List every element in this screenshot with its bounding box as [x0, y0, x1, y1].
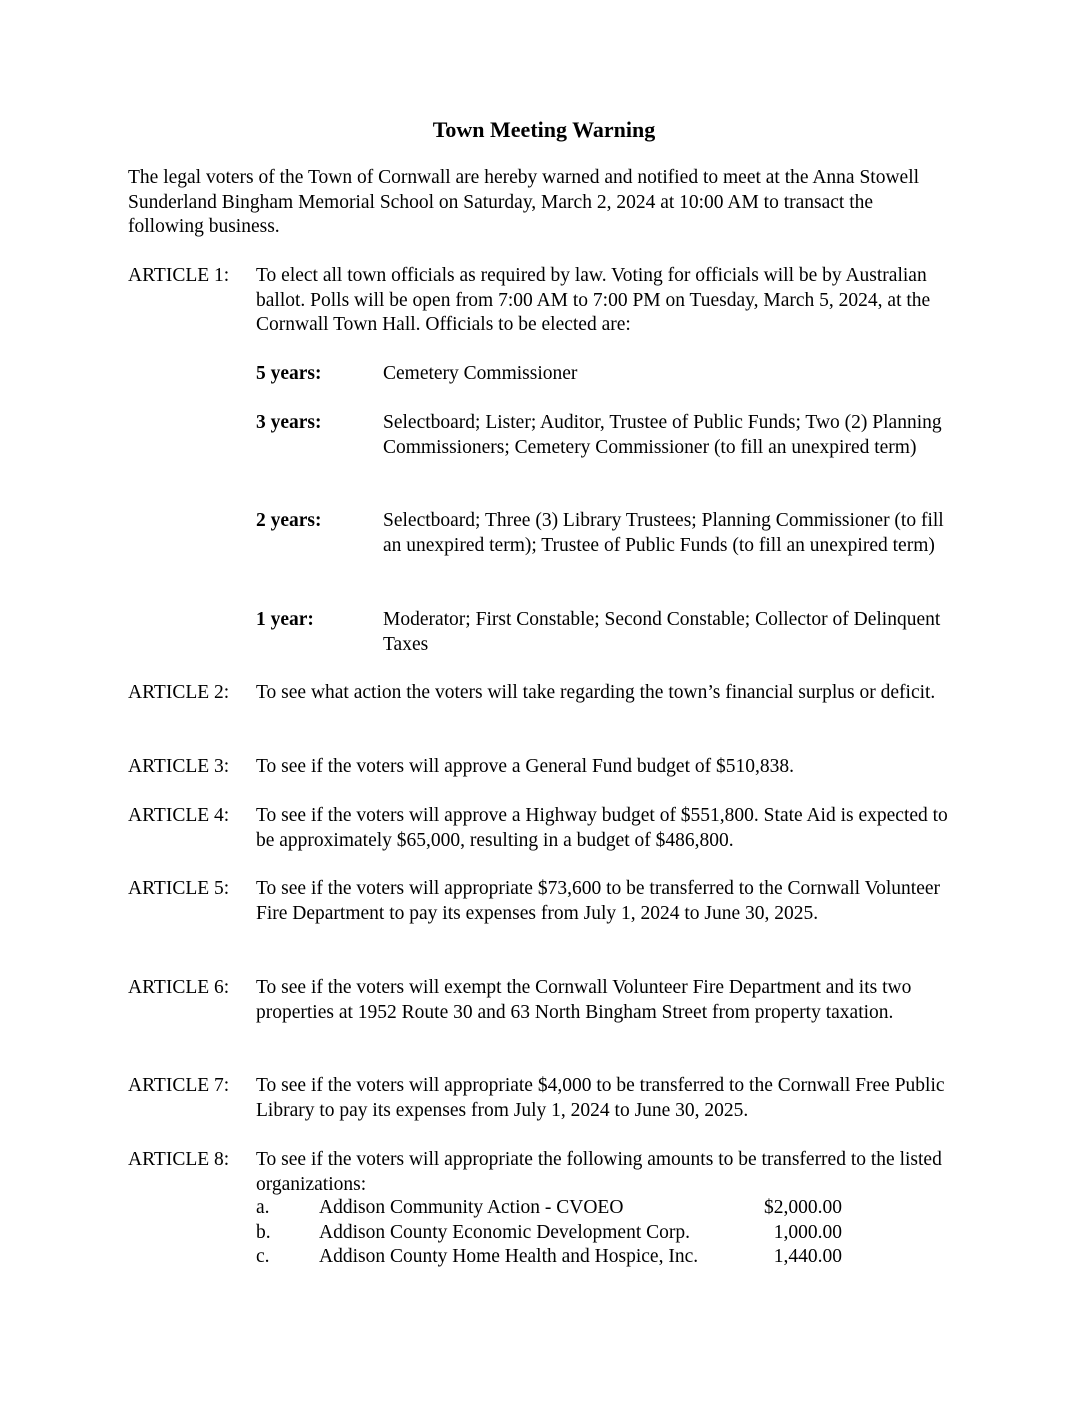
article-label: ARTICLE 4: — [128, 805, 230, 826]
organization-amount: 1,000.00 — [773, 1221, 842, 1243]
term-1-year — [256, 608, 976, 657]
article-text: To see if the voters will appropriate the following amounts to be transferred to the listed organizations: — [256, 1149, 942, 1195]
term-label: 1 year: — [256, 609, 314, 630]
item-letter: b. — [256, 1221, 271, 1243]
article-label: ARTICLE 2: — [128, 682, 230, 703]
article-2 — [128, 681, 968, 706]
term-offices: Moderator; First Constable; Second Constable; Collector of Delinquent Taxes — [383, 609, 941, 655]
article-label: ARTICLE 1: — [128, 265, 230, 286]
organization-amount: $2,000.00 — [764, 1197, 842, 1218]
term-2-years — [256, 509, 976, 558]
article-6 — [128, 976, 968, 1025]
article-8 — [128, 1148, 968, 1197]
article-label: ARTICLE 8: — [128, 1149, 230, 1170]
article-text: To elect all town officials as required by law. Voting for officials will be by Australian ballot. Polls will be open from 7:00 AM to 7:00 PM on Tuesday, March 5, 2024, at the Cornwall Town Hall. Officials to be elected are: — [256, 265, 931, 335]
term-offices: Selectboard; Lister; Auditor, Trustee of Public Funds; Two (2) Planning Commissioners; Cemetery Commissioner (to fill an unexpired term) — [383, 412, 942, 458]
article-text: To see if the voters will approve a Highway budget of $551,800. State Aid is expected to be approximately $65,000, resulting in a budget of $486,800. — [256, 805, 948, 851]
article-4 — [128, 804, 968, 853]
list-item — [256, 1245, 856, 1270]
term-offices: Selectboard; Three (3) Library Trustees; Planning Commissioner (to fill an unexpired term); Trustee of Public Funds (to fill an unexpired term) — [383, 510, 944, 556]
article-label: ARTICLE 5: — [128, 878, 230, 899]
article-5 — [128, 877, 968, 926]
list-item — [256, 1221, 856, 1246]
article-text: To see if the voters will appropriate $4,000 to be transferred to the Cornwall Free Public Library to pay its expenses from July 1, 2024 to June 30, 2025. — [256, 1075, 945, 1121]
article-7 — [128, 1074, 968, 1123]
intro-paragraph: The legal voters of the Town of Cornwall are hereby warned and notified to meet at the Anna Stowell Sunderland Bingham Memorial School on Saturday, March 2, 2024 at 10:00 AM to transact the following business. — [128, 167, 920, 237]
term-3-years — [256, 411, 976, 460]
article-text: To see if the voters will approve a General Fund budget of $510,838. — [256, 756, 795, 777]
article-text: To see what action the voters will take regarding the town’s financial surplus or deficit. — [256, 682, 936, 703]
term-label: 2 years: — [256, 510, 322, 531]
organization-list — [256, 1196, 856, 1270]
document-title: Town Meeting Warning — [432, 117, 656, 142]
article-1 — [128, 264, 968, 338]
article-label: ARTICLE 7: — [128, 1075, 230, 1096]
article-text: To see if the voters will appropriate $73,600 to be transferred to the Cornwall Volunteer Fire Department to pay its expenses from July 1, 2024 to June 30, 2025. — [256, 878, 941, 924]
article-3 — [128, 755, 968, 780]
term-label: 3 years: — [256, 412, 322, 433]
organization-amount: 1,440.00 — [773, 1246, 842, 1267]
list-item — [256, 1196, 856, 1221]
item-letter: a. — [256, 1197, 270, 1218]
organization-name: Addison County Home Health and Hospice, Inc. — [319, 1246, 699, 1267]
term-5-years — [256, 362, 976, 387]
article-label: ARTICLE 6: — [128, 977, 230, 998]
organization-name: Addison Community Action - CVOEO — [319, 1197, 624, 1218]
organization-name: Addison County Economic Development Corp. — [319, 1221, 690, 1243]
term-offices: Cemetery Commissioner — [383, 363, 578, 384]
term-label: 5 years: — [256, 363, 322, 384]
article-label: ARTICLE 3: — [128, 756, 230, 777]
article-text: To see if the voters will exempt the Cornwall Volunteer Fire Department and its two properties at 1952 Route 30 and 63 North Bingham Street from property taxation. — [256, 977, 912, 1023]
item-letter: c. — [256, 1246, 270, 1267]
